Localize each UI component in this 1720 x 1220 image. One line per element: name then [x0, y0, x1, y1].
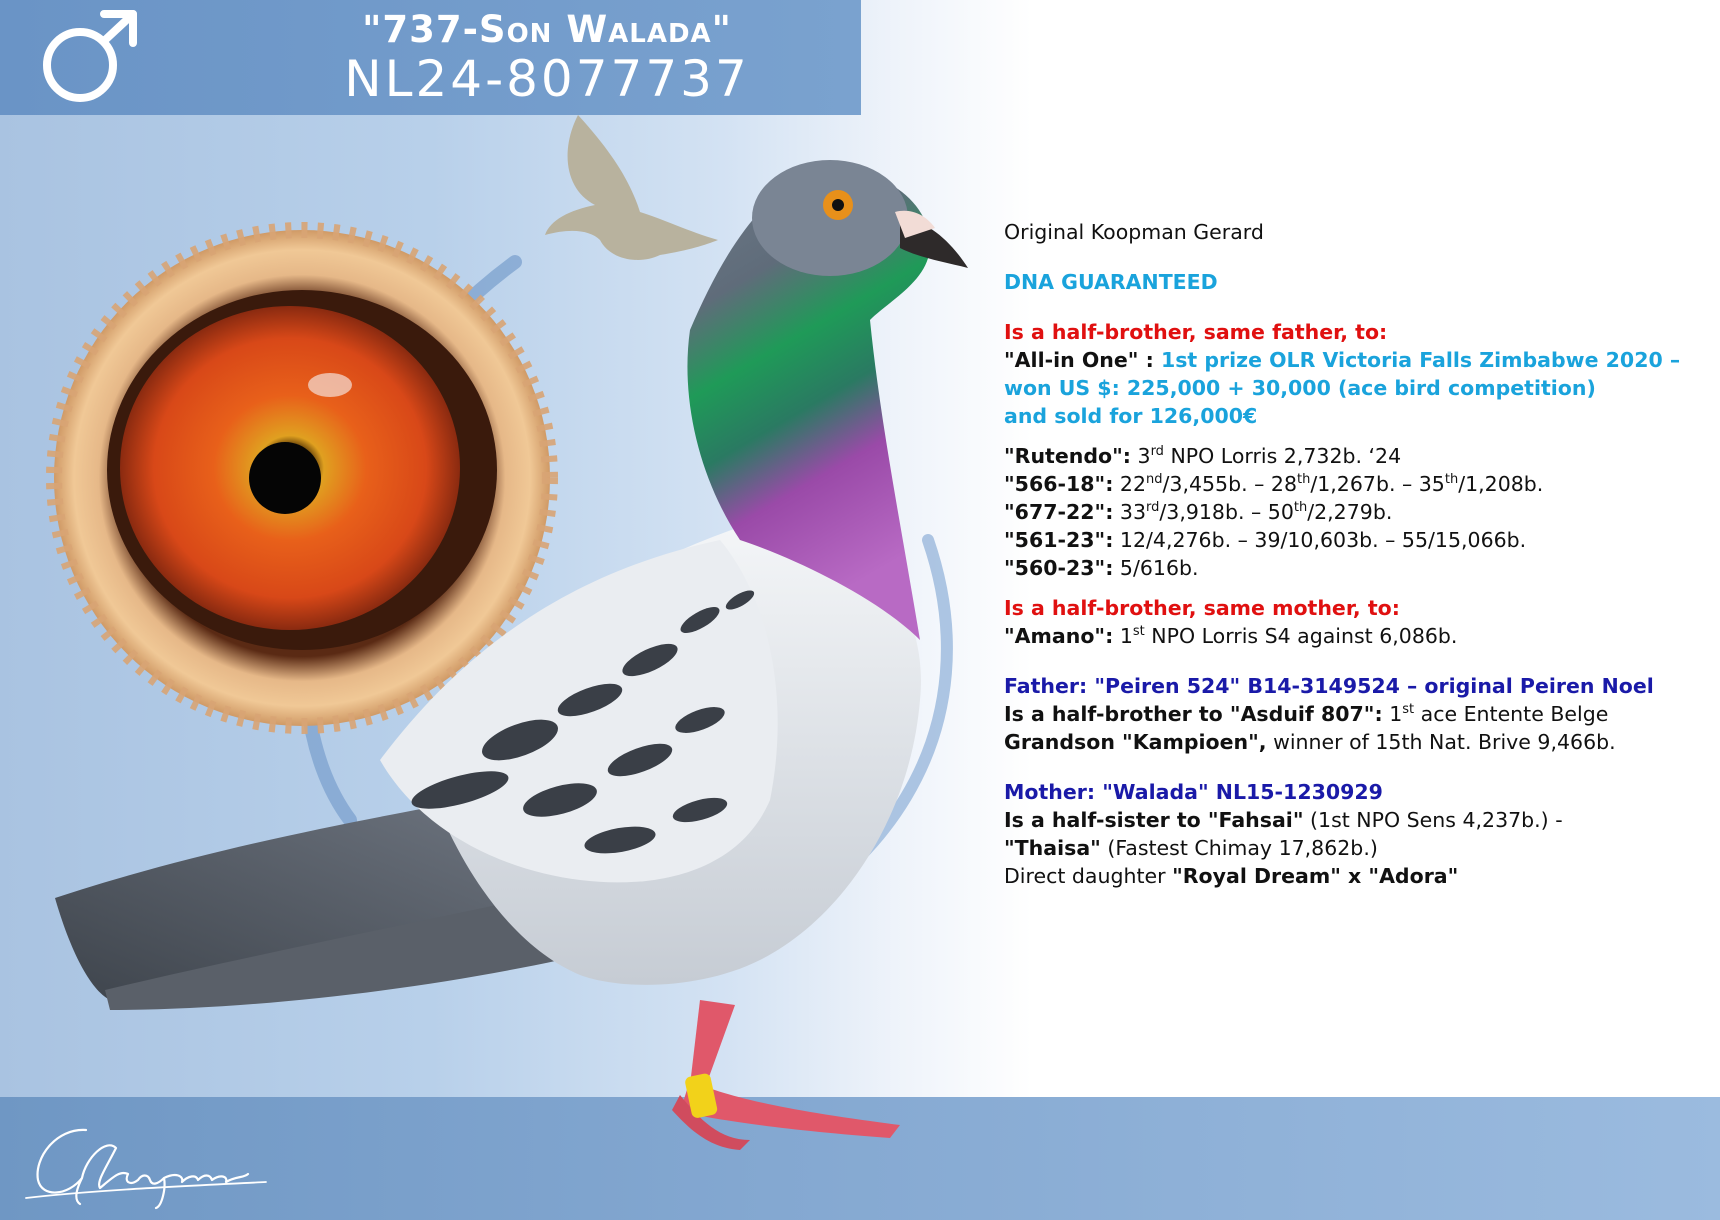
dna-guaranteed-line: DNA GUARANTEED [1004, 270, 1218, 294]
all-in-one-sale: and sold for 126,000€ [1004, 404, 1258, 428]
father-line: Father: "Peiren 524" B14-3149524 – original Peiren Noel [1004, 674, 1654, 698]
mother-detail-3: Direct daughter "Royal Dream" x "Adora" [1004, 864, 1459, 888]
sibling-566-18: "566-18": 22nd/3,455b. – 28th/1,267b. – 35th/1,208b. [1004, 472, 1544, 496]
mother-detail-2: "Thaisa" (Fastest Chimay 17,862b.) [1004, 836, 1378, 860]
father-detail-2: Grandson "Kampioen", winner of 15th Nat. Brive 9,466b. [1004, 730, 1616, 754]
mother-line: Mother: "Walada" NL15-1230929 [1004, 780, 1383, 804]
flying-bird-icon [545, 115, 718, 260]
all-in-one-prize: won US $: 225,000 + 30,000 (ace bird competition) [1004, 376, 1596, 400]
pedigree-info [1004, 218, 1704, 890]
koopman-signature [16, 1118, 276, 1210]
origin-line: Original Koopman Gerard [1004, 220, 1264, 244]
eye-closeup [54, 230, 550, 726]
all-in-one-name: "All-in One" : [1004, 348, 1154, 372]
all-in-one-result: 1st prize OLR Victoria Falls Zimbabwe 2020 – [1153, 348, 1681, 372]
half-brother-father-heading: Is a half-brother, same father, to: [1004, 320, 1388, 344]
sibling-677-22: "677-22": 33rd/3,918b. – 50th/2,279b. [1004, 500, 1393, 524]
title-bar [0, 0, 861, 115]
mother-detail-1: Is a half-sister to "Fahsai" (1st NPO Sens 4,237b.) - [1004, 808, 1563, 832]
ring-number: NL24-8077737 [344, 50, 750, 108]
father-detail-1: Is a half-brother to "Asduif 807": 1st ace Entente Belge [1004, 702, 1609, 726]
sibling-561-23: "561-23": 12/4,276b. – 39/10,603b. – 55/15,066b. [1004, 528, 1527, 552]
half-brother-mother-heading: Is a half-brother, same mother, to: [1004, 596, 1400, 620]
pigeon-name: "737-Son Walada" [362, 8, 732, 51]
sibling-rutendo: "Rutendo": 3rd NPO Lorris 2,732b. ‘24 [1004, 444, 1402, 468]
all-in-one-line [1004, 346, 1704, 374]
sibling-amano: "Amano": 1st NPO Lorris S4 against 6,086b. [1004, 624, 1458, 648]
sibling-560-23: "560-23": 5/616b. [1004, 556, 1199, 580]
male-symbol-icon [38, 8, 142, 108]
